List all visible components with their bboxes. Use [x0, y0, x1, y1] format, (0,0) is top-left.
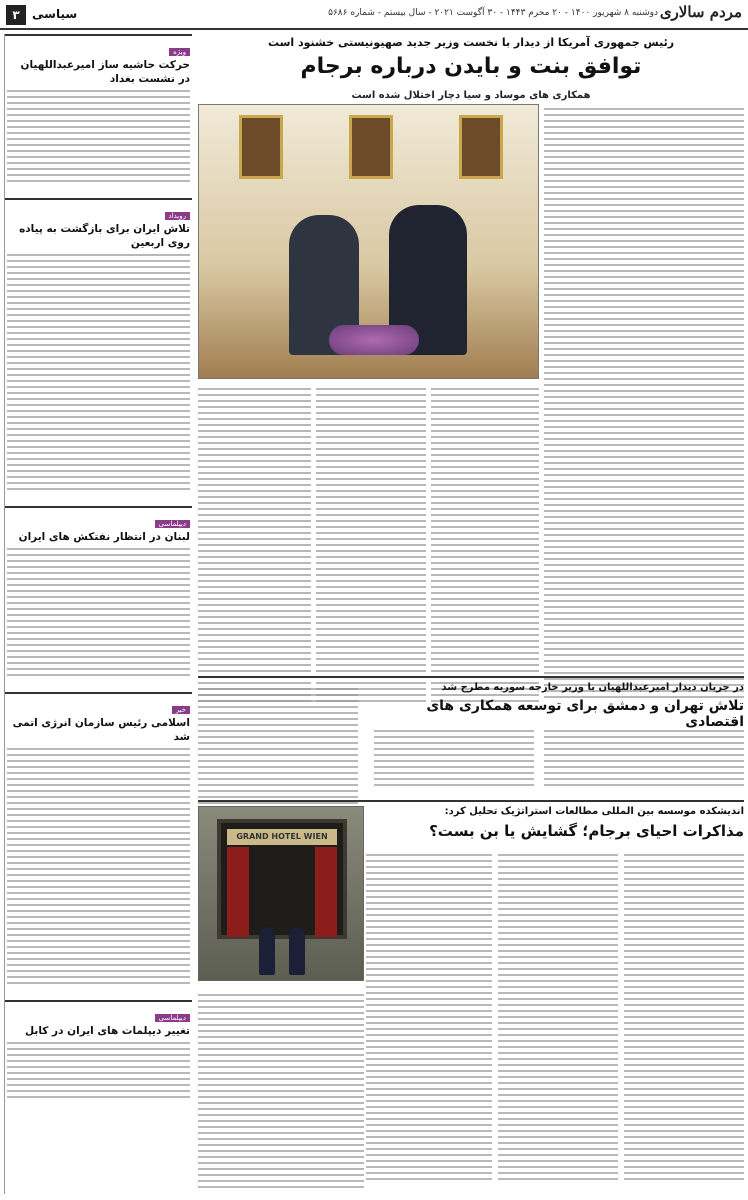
second-story-headline[interactable]: تلاش تهران و دمشق برای توسعه همکاری های اقتصادی: [426, 698, 744, 730]
main-story-deck: رئیس جمهوری آمریکا از دیدار با نخست وزیر جدید صهیونیستی خشنود است: [267, 36, 675, 49]
body-text-lines: [7, 90, 190, 182]
body-text-lines: [7, 1042, 190, 1098]
main-story-headline[interactable]: توافق بنت و بایدن درباره برجام: [300, 54, 642, 79]
news-box: [5, 198, 192, 500]
body-text-lines: [7, 548, 190, 676]
body-text-lines: [366, 854, 492, 1180]
text-column: [198, 684, 358, 808]
body-text-lines: [624, 854, 744, 1180]
news-box: [5, 1000, 192, 1108]
news-title[interactable]: اسلامی رئیس سازمان انرژی اتمی شد: [12, 717, 190, 743]
portrait-painting: [239, 115, 283, 179]
flower-arrangement: [329, 325, 419, 355]
text-column: [366, 850, 492, 1184]
body-text-lines: [198, 688, 358, 804]
body-text-lines: [544, 730, 744, 786]
police-officer: [259, 927, 275, 975]
body-text-lines: [7, 254, 190, 490]
second-story: [198, 676, 744, 796]
vienna-hotel-photo: [198, 806, 364, 981]
text-column: [431, 384, 539, 706]
main-story: [198, 34, 744, 734]
section-label: سیاسی: [32, 7, 78, 21]
hotel-sign: GRAND HOTEL WIEN: [227, 829, 337, 845]
masthead: [0, 0, 748, 30]
news-title[interactable]: تلاش ایران برای بازگشت به پیاده روی اربعین: [19, 223, 190, 249]
red-curtain: [227, 847, 249, 937]
dateline: دوشنبه ۸ شهریور ۱۴۰۰ - ۲۰ محرم ۱۴۴۳ - ۳۰ آگوست ۲۰۲۱ - سال بیستم - شماره ۵۶۸۶: [328, 8, 658, 18]
news-kicker: دیپلماسی: [155, 1014, 190, 1022]
second-story-deck: در جریان دیدار امیرعبداللهیان با وزیر خارجه سوریه مطرح شد: [441, 682, 744, 693]
third-story: [198, 800, 744, 1194]
oval-office-photo: [198, 104, 539, 379]
third-story-deck: اندیشکده موسسه بین المللی مطالعات استراتژیک تحلیل کرد:: [444, 806, 744, 817]
text-column: [624, 850, 744, 1184]
news-kicker: ویژه: [169, 48, 190, 56]
body-text-lines: [498, 854, 618, 1180]
news-kicker: دیپلماسی: [155, 520, 190, 528]
text-column: [498, 850, 618, 1184]
main-story-subhead: همکاری های موساد و سیا دچار اختلال شده است: [351, 90, 591, 101]
news-box: [5, 692, 192, 994]
body-text-lines: [316, 388, 426, 702]
portrait-painting: [349, 115, 393, 179]
page-number: ۳: [6, 5, 26, 25]
body-text-lines: [198, 994, 364, 1188]
newspaper-logo: مردم سالاری: [659, 3, 742, 21]
red-curtain: [315, 847, 337, 937]
news-box: [5, 34, 192, 192]
news-kicker: خبر: [172, 706, 190, 714]
text-column: [374, 726, 534, 790]
body-text-lines: [431, 388, 539, 702]
news-kicker: رویداد: [165, 212, 190, 220]
text-column: [316, 384, 426, 706]
police-officer: [289, 927, 305, 975]
main-story-body: [198, 384, 744, 706]
text-column: [544, 726, 744, 790]
left-news-column: [4, 34, 192, 1194]
body-text-lines: [374, 730, 534, 786]
news-box: [5, 506, 192, 686]
portrait-painting: [459, 115, 503, 179]
body-text-lines: [7, 748, 190, 984]
text-column: [198, 384, 311, 706]
body-text-lines: [198, 388, 311, 702]
news-title[interactable]: لبنان در انتظار نفتکش های ایران: [18, 531, 190, 543]
third-story-headline[interactable]: مذاکرات احیای برجام؛ گشایش یا بن بست؟: [429, 822, 744, 840]
news-title[interactable]: حرکت حاشیه ساز امیرعبداللهیان در نشست بغداد: [20, 59, 190, 85]
text-column: [198, 990, 364, 1192]
news-title[interactable]: تغییر دیپلمات های ایران در کابل: [25, 1025, 190, 1037]
